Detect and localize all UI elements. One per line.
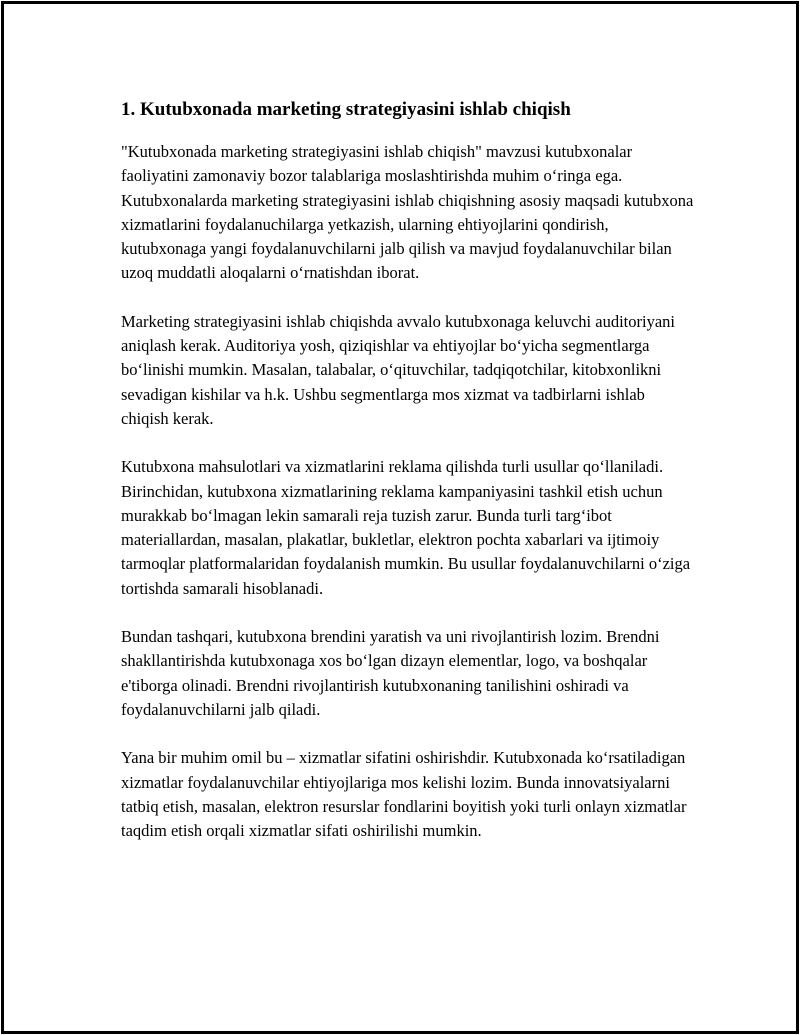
document-body bbox=[121, 97, 696, 867]
section-heading: 1. Kutubxonada marketing strategiyasini ishlab chiqish bbox=[121, 99, 571, 120]
page-frame bbox=[1, 1, 799, 1034]
paragraph-intro: "Kutubxonada marketing strategiyasini ishlab chiqish" mavzusi kutubxonalar faoliyatini zamonaviy bozor talablariga moslashtirishda muhim o‘ringa ega. Kutubxonalarda marketing strategiyasini ishlab chiqishning asosiy maqsadi kutubxona xizmatlarini foydalanuchilarga yetkazish, ularning ehtiyojlarini qondirish, kutubxonaga yangi foydalanuvchilarni jalb qilish va mavjud foydalanuvchilar bilan uzoq muddatli aloqalarni o‘rnatishdan iborat. bbox=[121, 142, 694, 283]
paragraph-audience: Marketing strategiyasini ishlab chiqishda avvalo kutubxonaga keluvchi auditoriyani aniqlash kerak. Auditoriya yosh, qiziqishlar va ehtiyojlar bo‘yicha segmentlarga bo‘linishi mumkin. Masalan, talabalar, o‘qituvchilar, tadqiqotchilar, kitobxonlikni sevadigan kishilar va h.k. Ushbu segmentlarga mos xizmat va tadbirlarni ishlab chiqish kerak. bbox=[121, 311, 675, 428]
paragraph-advertising: Kutubxona mahsulotlari va xizmatlarini reklama qilishda turli usullar qo‘llaniladi. Birinchidan, kutubxona xizmatlarining reklama kampaniyasini tashkil etish uchun murakkab bo‘lmagan lekin samarali reja tuzish zarur. Bunda turli targ‘ibot materiallardan, masalan, plakatlar, bukletlar, elektron pochta xabarlari va ijtimoiy tarmoqlar platformalaridan foydalanish mumkin. Bu usullar foydalanuvchilarni o‘ziga tortishda samarali hisoblanadi. bbox=[121, 457, 691, 598]
paragraph-brand: Bundan tashqari, kutubxona brendini yaratish va uni rivojlantirish lozim. Brendni shakllantirishda kutubxonaga xos bo‘lgan dizayn elementlar, logo, va boshqalar e'tiborga olinadi. Brendni rivojlantirish kutubxonaning tanilishini oshiradi va foydalanuvchilarni jalb qiladi. bbox=[121, 627, 660, 719]
paragraph-quality: Yana bir muhim omil bu – xizmatlar sifatini oshirishdir. Kutubxonada ko‘rsatiladigan xizmatlar foydalanuvchilar ehtiyojlariga mos kelishi lozim. Bunda innovatsiyalarni tatbiq etish, masalan, elektron resurslar fondlarini boyitish yoki turli onlayn xizmatlar taqdim etish orqali xizmatlar sifati oshirilishi mumkin. bbox=[121, 748, 687, 841]
